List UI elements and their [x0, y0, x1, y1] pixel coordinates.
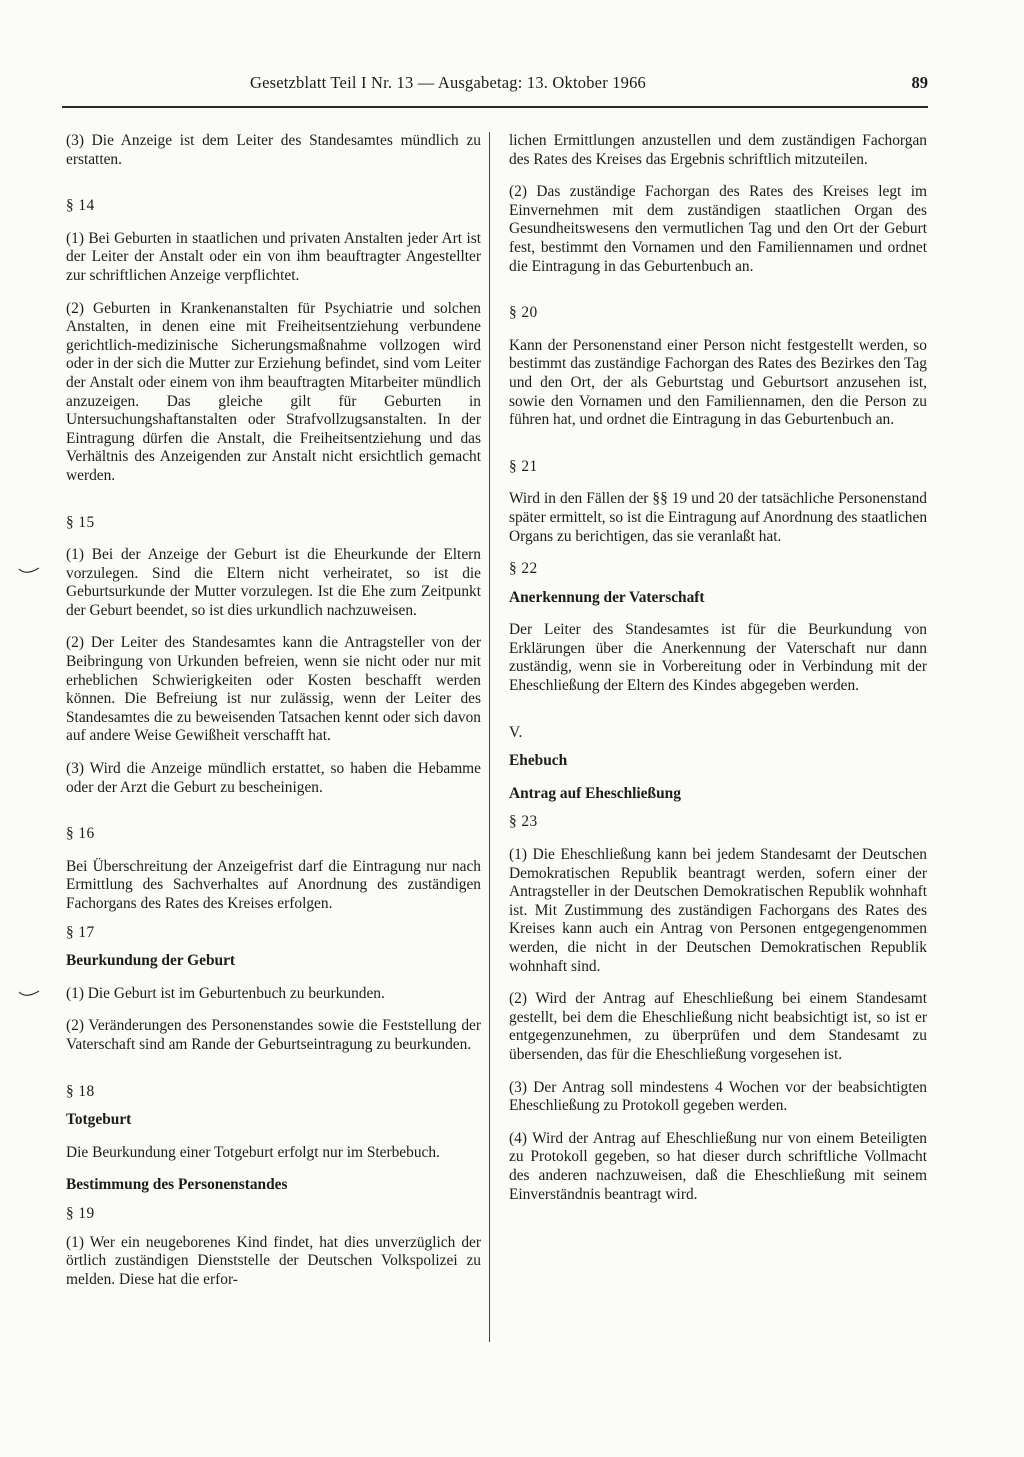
paragraph: (2) Der Leiter des Standesamtes kann die Antragsteller von der Beibringung von Urkunden befreien, wenn sie nicht oder nur mit erheblichen Schwierigkeiten oder Kosten beschafft werden können. Die Befreiung ist nur zulässig, wenn der Leiter des Standesamtes die zu beweisenden Tatsachen kennt oder sich davon auf andere Weise Gewißheit verschafft hat. [66, 634, 481, 745]
running-header: Gesetzblatt Teil I Nr. 13 — Ausgabetag: 13. Oktober 1966 [249, 73, 647, 92]
section-title: Antrag auf Eheschließung [509, 784, 681, 802]
section-heading: § 18 [66, 1082, 95, 1100]
paragraph: (3) Die Anzeige ist dem Leiter des Standesamtes mündlich zu erstatten. [66, 132, 481, 168]
section-heading: § 23 [509, 813, 538, 831]
paragraph: (3) Der Antrag soll mindestens 4 Wochen vor der beabsichtigten Eheschließung zu Protokoll gegeben werden. [509, 1078, 927, 1115]
column-divider [489, 132, 490, 1342]
left-column [66, 132, 481, 1289]
paragraph: (2) Wird der Antrag auf Eheschließung bei einem Standesamt gestellt, bei dem die Eheschließung nicht beabsichtigt ist, so ist er entgegenzunehmen, zu überprüfen und dem Standesamt zu übersenden, das für die Eheschließung vorgesehen ist. [509, 990, 927, 1063]
header-rule [62, 106, 928, 108]
paragraph: Der Leiter des Standesamtes ist für die Beurkundung von Erklärungen über die Anerkennung der Vaterschaft nur dann zuständig, wenn sie in Vorbereitung oder in Verbindung mit der Eheschließung der Eltern des Kindes abgegeben werden. [509, 621, 927, 695]
section-title: Anerkennung der Vaterschaft [509, 588, 705, 606]
section-heading: § 17 [66, 923, 95, 941]
section-title: Beurkundung der Geburt [66, 952, 236, 970]
section-heading: § 16 [66, 825, 95, 843]
right-column [509, 132, 927, 1204]
section-title: Bestimmung des Personenstandes [66, 1176, 288, 1194]
margin-mark [18, 567, 40, 577]
paragraph: Kann der Personenstand einer Person nicht festgestellt werden, so bestimmt das zuständige Fachorgan des Rates des Bezirkes den Tag und den Ort, der als Geburtstag und Geburtsort anzusehen ist, sowie den Vornamen und den Familiennamen, den die Person zu führen hat, und ordnet die Eintragung in das Geburtenbuch an. [509, 336, 927, 429]
paragraph: Wird in den Fällen der §§ 19 und 20 der tatsächliche Personenstand später ermittelt, so ist die Eintragung auf Anordnung des staatlichen Organs zu berichtigen, das sie veranlaßt hat. [509, 490, 928, 545]
paragraph: (2) Geburten in Krankenanstalten für Psychiatrie und solchen Anstalten, in denen eine mit Freiheitsentziehung verbundene gerichtlich-medizinische Sicherungsmaßnahme vollzogen wird oder in der sich die Mutter zur Erziehung befindet, sind vom Leiter der Anstalt oder einem von ihm beauftragten Mitarbeiter mündlich anzuzeigen. Das gleiche gilt für Geburten in Untersuchungshaftanstalten oder Strafvollzugsanstalten. In der Eintragung dürfen die Anstalt, die Freiheitsentziehung und das Verhältnis des Anzeigenden zur Anstalt nicht ersichtlich gemacht werden. [66, 299, 481, 484]
paragraph: (1) Wer ein neugeborenes Kind findet, hat dies unverzüglich der örtlich zuständigen Dienststelle der Deutschen Volkspolizei zu melden. Diese hat die erfor- [66, 1233, 481, 1288]
paragraph: lichen Ermittlungen anzustellen und dem zuständigen Fachorgan des Rates des Kreises das Ergebnis schriftlich mitzuteilen. [509, 132, 927, 168]
paragraph: (1) Die Geburt ist im Geburtenbuch zu beurkunden. [66, 984, 385, 1002]
paragraph: Bei Überschreitung der Anzeigefrist darf die Eintragung nur nach Ermittlung des Sachverhaltes auf Anordnung des zuständigen Fachorgans des Rates des Kreises erfolgen. [66, 857, 481, 912]
section-title: Totgeburt [66, 1111, 132, 1129]
paragraph: (1) Bei Geburten in staatlichen und privaten Anstalten jeder Art ist der Leiter der Anstalt oder ein von ihm beauftragter Angestellter zur schriftlichen Anzeige verpflichtet. [66, 229, 481, 284]
section-heading: § 14 [66, 197, 95, 215]
paragraph: (3) Wird die Anzeige mündlich erstattet, so haben die Hebamme oder der Arzt die Geburt zu bescheinigen. [66, 760, 481, 796]
paragraph: (1) Bei der Anzeige der Geburt ist die Eheurkunde der Eltern vorzulegen. Sind die Eltern nicht verheiratet, so ist die Geburtsurkunde der Mutter vorzulegen. Ist die Ehe zum Zeitpunkt der Geburt beendet, so ist dies urkundlich nachzuweisen. [66, 546, 481, 619]
section-heading: § 19 [66, 1204, 95, 1222]
section-heading: § 20 [509, 304, 538, 322]
section-heading: § 21 [509, 457, 538, 475]
section-heading: § 22 [509, 560, 538, 578]
part-number: V. [509, 723, 523, 741]
margin-mark [18, 990, 40, 1000]
paragraph: (1) Die Eheschließung kann bei jedem Standesamt der Deutschen Demokratischen Republik beantragt werden, sofern einer der Antragsteller in der Deutschen Demokratischen Republik wohnhaft ist. Mit Zustimmung des zuständigen Fachorgans des Rates des Kreises kann auch ein Antrag von Personen entgegengenommen werden, die nicht in der Deutschen Demokratischen Republik wohnhaft sind. [509, 846, 927, 975]
page-number: 89 [911, 73, 928, 92]
paragraph: Die Beurkundung einer Totgeburt erfolgt nur im Sterbebuch. [66, 1143, 440, 1161]
part-title: Ehebuch [509, 752, 568, 770]
paragraph: (2) Das zuständige Fachorgan des Rates des Kreises legt im Einvernehmen mit dem zuständigen staatlichen Organ des Gesundheitswesens den vermutlichen Tag und den Ort der Geburt fest, bestimmt den Vornamen und den Familiennamen und ordnet die Eintragung in das Geburtenbuch an. [509, 183, 927, 275]
paragraph: (2) Veränderungen des Personenstandes sowie die Feststellung der Vaterschaft sind am Rande der Geburtseintragung zu beurkunden. [66, 1017, 481, 1053]
section-heading: § 15 [66, 513, 95, 531]
paragraph: (4) Wird der Antrag auf Eheschließung nur von einem Beteiligten zu Protokoll gegeben, so hat dieser durch schriftliche Vollmacht des anderen nachzuweisen, daß die Eheschließung mit seinem Einverständnis beantragt wird. [509, 1129, 927, 1203]
